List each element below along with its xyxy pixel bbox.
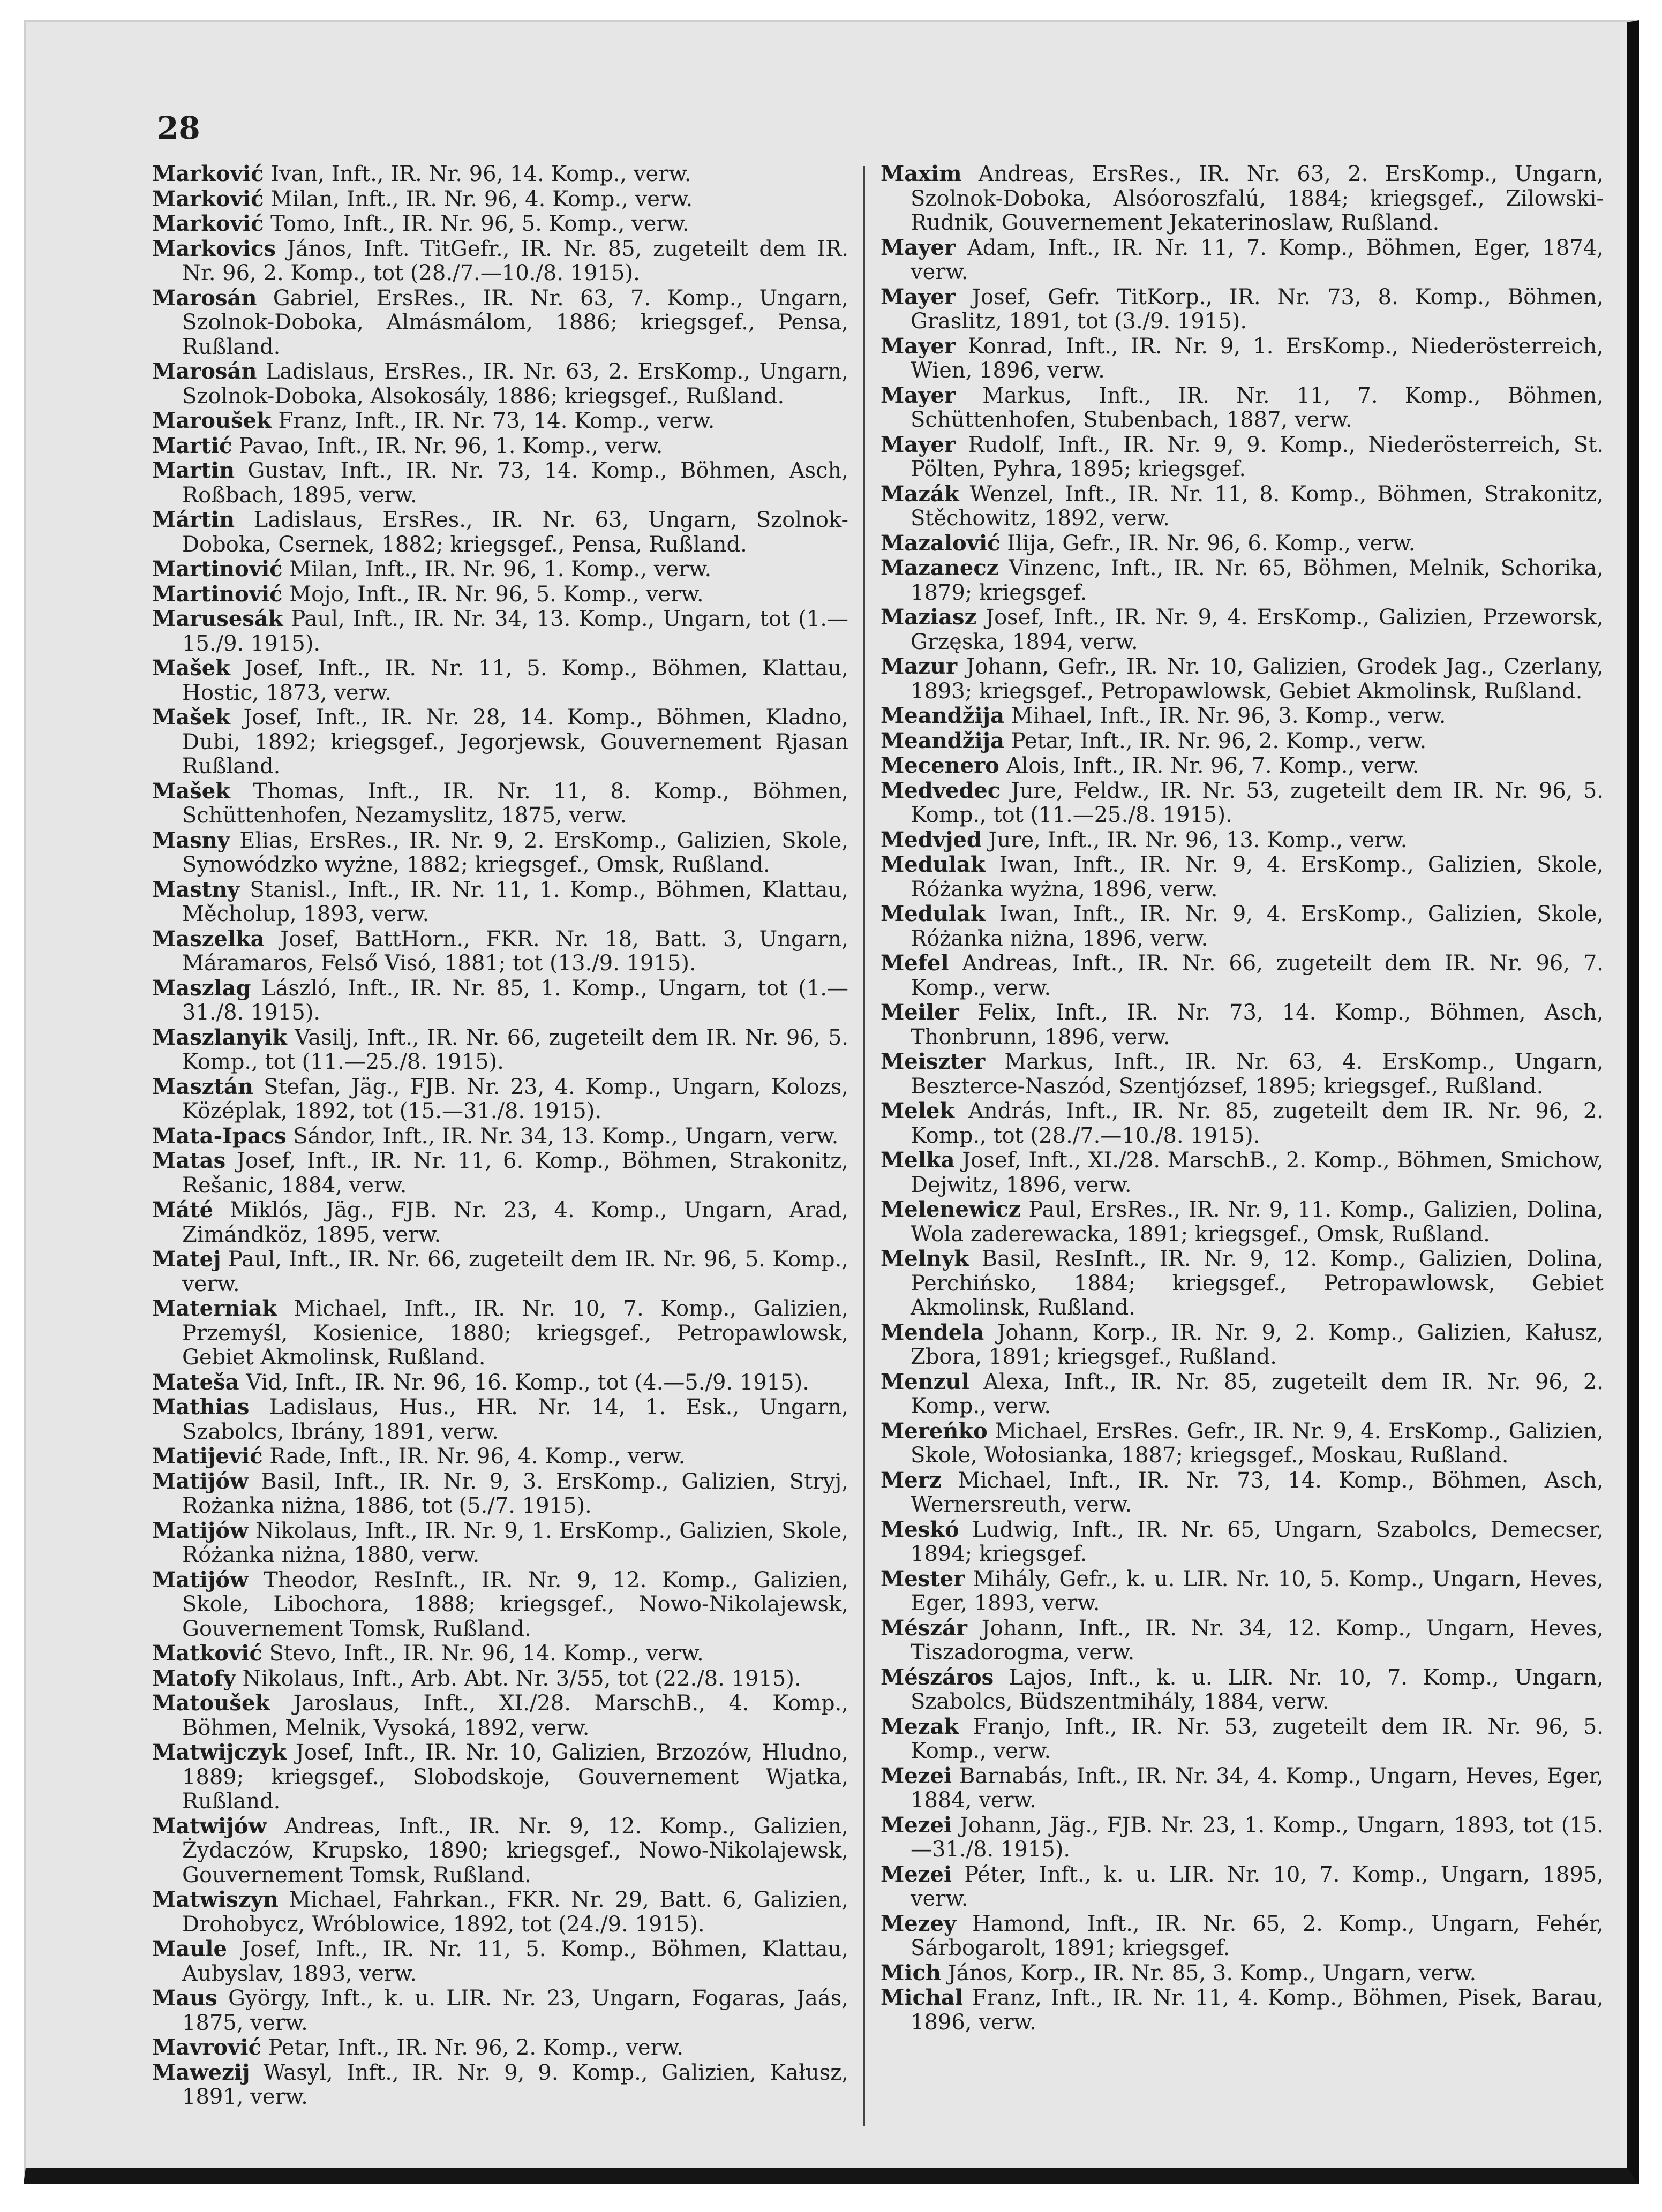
entry-surname: Matijów (152, 1518, 249, 1543)
list-entry (152, 582, 848, 607)
entry-details: Ivan, Inft., IR. Nr. 96, 14. Komp., verw. (264, 162, 691, 186)
entry-details: Tomo, Inft., IR. Nr. 96, 5. Komp., verw. (264, 212, 689, 236)
list-entry (152, 1937, 848, 1986)
entry-details: Felix, Inft., IR. Nr. 73, 14. Komp., Böhmen, Asch, Thonbrunn, 1896, verw. (911, 1000, 1604, 1050)
entry-surname: Matijów (152, 1567, 249, 1592)
entry-surname: Maxim (881, 161, 962, 186)
list-entry (152, 1469, 848, 1519)
entry-surname: Michal (881, 1985, 964, 2010)
list-entry (152, 1986, 848, 2035)
list-entry (152, 1888, 848, 1937)
entry-surname: Matofy (152, 1665, 236, 1691)
list-entry (881, 482, 1604, 531)
entry-details: Andreas, Inft., IR. Nr. 66, zugeteilt dem IR. Nr. 96, 7. Komp., verw. (911, 951, 1604, 1000)
entry-surname: Melek (881, 1098, 955, 1123)
entry-details: Ladislaus, Hus., HR. Nr. 14, 1. Esk., Ungarn, Szabolcs, Ibrány, 1891, verw. (182, 1395, 848, 1444)
entry-surname: Marković (152, 161, 264, 186)
list-entry (881, 704, 1604, 729)
entry-details: Josef, BattHorn., FKR. Nr. 18, Batt. 3, Ungarn, Máramaros, Felső Visó, 1881; tot (13./9. 1915). (182, 926, 848, 976)
entry-surname: Marusesák (152, 606, 283, 631)
entry-details: Andreas, Inft., IR. Nr. 9, 12. Komp., Galizien, Żydaczów, Krupsko, 1890; kriegsgef., Nowo-Nikolajewsk, Gouvernement Tomsk, Rußland. (182, 1814, 848, 1888)
entry-details: Nikolaus, Inft., Arb. Abt. Nr. 3/55, tot (22./8. 1915). (235, 1666, 801, 1691)
entry-surname: Melenewicz (881, 1197, 1021, 1222)
list-entry (881, 852, 1604, 902)
entry-surname: Maroušek (152, 408, 272, 433)
list-entry (152, 162, 848, 187)
entry-surname: Meiler (881, 1000, 959, 1025)
list-entry (881, 1468, 1604, 1518)
list-entry (881, 729, 1604, 754)
entry-details: Vid, Inft., IR. Nr. 96, 16. Komp., tot (4.—5./9. 1915). (239, 1370, 809, 1395)
left-column (152, 162, 848, 2110)
list-entry (152, 409, 848, 434)
entry-details: Mihály, Gefr., k. u. LIR. Nr. 10, 5. Komp., Ungarn, Heves, Eger, 1893, verw. (911, 1566, 1604, 1615)
list-entry (881, 383, 1604, 433)
list-entry (881, 1148, 1604, 1197)
list-entry (881, 1099, 1604, 1148)
entry-surname: Mayer (881, 284, 956, 309)
entry-details: Basil, Inft., IR. Nr. 9, 3. ErsKomp., Galizien, Stryj, Rożanka niżna, 1886, tot (5./7. 1915). (182, 1469, 848, 1518)
entry-surname: Mastny (152, 877, 240, 902)
entry-details: Sándor, Inft., IR. Nr. 34, 13. Komp., Ungarn, verw. (286, 1123, 839, 1149)
entry-surname: Mayer (881, 235, 956, 260)
entry-details: Johann, Jäg., FJB. Nr. 23, 1. Komp., Ungarn, 1893, tot (15.—31./8. 1915). (911, 1813, 1604, 1862)
entry-surname: Martić (152, 433, 232, 458)
entry-surname: Maszelka (152, 926, 265, 952)
entry-surname: Masztán (152, 1074, 253, 1099)
list-entry (152, 656, 848, 705)
entry-surname: Markovics (152, 236, 276, 261)
entry-surname: Martinović (152, 556, 283, 582)
list-entry (881, 828, 1604, 853)
entry-surname: Mayer (881, 333, 956, 359)
list-entry (152, 434, 848, 459)
entry-surname: Masny (152, 827, 230, 853)
list-entry (881, 1518, 1604, 1567)
entry-surname: Mazák (881, 481, 959, 507)
entry-details: Paul, Inft., IR. Nr. 34, 13. Komp., Ungarn, tot (1.—15./9. 1915). (182, 607, 848, 656)
entry-surname: Mezak (881, 1713, 959, 1739)
entry-surname: Matwijów (152, 1813, 267, 1839)
entry-surname: Materniak (152, 1296, 277, 1321)
entry-details: Elias, ErsRes., IR. Nr. 9, 2. ErsKomp., Galizien, Skole, Synowódzko wyżne, 1882; kriegsgef., Omsk, Rußland. (182, 828, 848, 877)
entry-surname: Mateša (152, 1369, 239, 1395)
entry-details: Iwan, Inft., IR. Nr. 9, 4. ErsKomp., Galizien, Skole, Różanka wyżna, 1896, verw. (911, 852, 1604, 902)
entry-surname: Meandžija (881, 703, 1004, 728)
entry-surname: Matwijczyk (152, 1740, 287, 1765)
entry-details: György, Inft., k. u. LIR. Nr. 23, Ungarn, Fogaras, Jaás, 1875, verw. (182, 1986, 848, 2035)
entry-details: Franjo, Inft., IR. Nr. 53, zugeteilt dem IR. Nr. 96, 5. Komp., verw. (911, 1714, 1604, 1763)
entry-surname: Meandžija (881, 728, 1004, 753)
list-entry (881, 433, 1604, 482)
list-entry (152, 458, 848, 508)
entry-details: Adam, Inft., IR. Nr. 11, 7. Komp., Böhmen, Eger, 1874, verw. (911, 235, 1604, 284)
entry-details: Barnabás, Inft., IR. Nr. 34, 4. Komp., Ungarn, Heves, Eger, 1884, verw. (911, 1763, 1604, 1813)
entry-surname: Meskó (881, 1516, 959, 1542)
entry-surname: Mazalović (881, 530, 1001, 556)
entry-details: Paul, ErsRes., IR. Nr. 9, 11. Komp., Galizien, Dolina, Wola zaderewacka, 1891; kriegsgef., Omsk, Rußland. (911, 1197, 1604, 1247)
entry-details: János, Korp., IR. Nr. 85, 3. Komp., Ungarn, verw. (941, 1960, 1477, 1985)
entry-surname: Mészár (881, 1615, 967, 1641)
entry-surname: Matej (152, 1247, 221, 1272)
entry-details: Jure, Feldw., IR. Nr. 53, zugeteilt dem IR. Nr. 96, 5. Komp., tot (11.—25./8. 1915). (911, 778, 1604, 827)
entry-surname: Merz (881, 1467, 942, 1493)
entry-details: Markus, Inft., IR. Nr. 63, 4. ErsKomp., Ungarn, Beszterce-Naszód, Szentjózsef, 1895; kriegsgef., Rußland. (911, 1050, 1604, 1099)
list-entry (881, 1370, 1604, 1419)
entry-details: András, Inft., IR. Nr. 85, zugeteilt dem IR. Nr. 96, 2. Komp., tot (28./7.—10./8. 1915). (911, 1099, 1604, 1148)
entry-surname: Matoušek (152, 1690, 270, 1716)
entry-details: Josef, Gefr. TitKorp., IR. Nr. 73, 8. Komp., Böhmen, Graslitz, 1891, tot (3./9. 1915). (911, 284, 1604, 334)
entry-details: Nikolaus, Inft., IR. Nr. 9, 1. ErsKomp., Galizien, Skole, Różanka niżna, 1880, verw. (182, 1518, 848, 1567)
entry-surname: Marosán (152, 285, 257, 311)
list-entry (881, 654, 1604, 704)
list-entry (881, 1567, 1604, 1616)
entry-surname: Mašek (152, 655, 230, 681)
list-entry (152, 237, 848, 286)
scanned-page (24, 20, 1639, 2184)
entry-surname: Mezei (881, 1763, 952, 1788)
entry-details: Josef, Inft., XI./28. MarschB., 2. Komp., Böhmen, Smichow, Dejwitz, 1896, verw. (911, 1148, 1604, 1197)
entry-details: Johann, Gefr., IR. Nr. 10, Galizien, Grodek Jag., Czerlany, 1893; kriegsgef., Petropawlowsk, Gebiet Akmolinsk, Rußland. (911, 654, 1604, 704)
list-entry (152, 1247, 848, 1296)
list-entry (152, 1395, 848, 1444)
entry-surname: Matwiszyn (152, 1887, 279, 1912)
right-column (881, 162, 1604, 2035)
entry-details: Rudolf, Inft., IR. Nr. 9, 9. Komp., Niederösterreich, St. Pölten, Pyhra, 1895; kriegsgef. (911, 432, 1604, 481)
entry-details: Jaroslaus, Inft., XI./28. MarschB., 4. Komp., Böhmen, Melnik, Vysoká, 1892, verw. (182, 1691, 848, 1740)
list-entry (881, 236, 1604, 285)
list-entry (881, 1715, 1604, 1764)
entry-surname: Mašek (152, 705, 230, 730)
entry-details: János, Inft. TitGefr., IR. Nr. 85, zugeteilt dem IR. Nr. 96, 2. Komp., tot (28./7.—10./8. 1915). (182, 236, 848, 285)
entry-details: Alexa, Inft., IR. Nr. 85, zugeteilt dem IR. Nr. 96, 2. Komp., verw. (911, 1369, 1604, 1418)
entry-surname: Mendela (881, 1319, 984, 1345)
list-entry (152, 1519, 848, 1568)
entry-surname: Mazanecz (881, 555, 999, 580)
entry-details: Milan, Inft., IR. Nr. 96, 1. Komp., verw. (282, 557, 712, 582)
entry-surname: Mich (881, 1960, 941, 1985)
list-entry (152, 1198, 848, 1247)
list-entry (152, 1444, 848, 1469)
entry-details: Gustav, Inft., IR. Nr. 73, 14. Komp., Böhmen, Asch, Roßbach, 1895, verw. (182, 458, 848, 508)
entry-details: Petar, Inft., IR. Nr. 96, 2. Komp., verw. (1004, 728, 1427, 753)
entry-surname: Matković (152, 1641, 262, 1666)
entry-surname: Marković (152, 186, 264, 212)
list-entry (152, 1641, 848, 1666)
list-entry (881, 1813, 1604, 1862)
list-entry (881, 779, 1604, 828)
entry-details: Josef, Inft., IR. Nr. 11, 5. Komp., Böhmen, Klattau, Aubyslav, 1893, verw. (182, 1937, 848, 1986)
entry-surname: Mavrović (152, 2035, 261, 2060)
list-entry (152, 1075, 848, 1124)
entry-details: Johann, Korp., IR. Nr. 9, 2. Komp., Galizien, Kałusz, Zbora, 1891; kriegsgef., Rußland. (911, 1320, 1604, 1369)
entry-details: Ilija, Gefr., IR. Nr. 96, 6. Komp., verw. (1000, 531, 1416, 556)
entry-surname: Medvedec (881, 777, 1001, 803)
list-entry (152, 212, 848, 237)
entry-surname: Mecenero (881, 753, 999, 778)
list-entry (881, 1862, 1604, 1912)
entry-details: Lajos, Inft., k. u. LIR. Nr. 10, 7. Komp., Ungarn, Szabolcs, Büdszentmihály, 1884, verw. (911, 1665, 1604, 1714)
entry-details: Paul, Inft., IR. Nr. 66, zugeteilt dem IR. Nr. 96, 5. Komp., verw. (182, 1247, 848, 1296)
list-entry (881, 1320, 1604, 1370)
entry-details: Milan, Inft., IR. Nr. 96, 4. Komp., verw. (264, 186, 693, 212)
entry-details: Vinzenc, Inft., IR. Nr. 65, Böhmen, Melnik, Schorika, 1879; kriegsgef. (911, 556, 1604, 605)
list-entry (152, 359, 848, 409)
list-entry (152, 927, 848, 976)
list-entry (881, 902, 1604, 951)
list-entry (152, 2035, 848, 2060)
entry-details: Josef, Inft., IR. Nr. 11, 6. Komp., Böhmen, Strakonitz, Rešanic, 1884, verw. (182, 1149, 848, 1198)
entry-details: Pavao, Inft., IR. Nr. 96, 1. Komp., verw. (232, 433, 663, 458)
entry-surname: Marosán (152, 359, 257, 384)
entry-surname: Matijów (152, 1468, 249, 1494)
entry-surname: Mészáros (881, 1664, 994, 1690)
entry-details: Petar, Inft., IR. Nr. 96, 2. Komp., verw. (261, 2035, 684, 2060)
entry-surname: Máté (152, 1197, 214, 1222)
list-entry (152, 557, 848, 582)
entry-surname: Matas (152, 1148, 226, 1173)
entry-details: Jure, Inft., IR. Nr. 96, 13. Komp., verw. (981, 827, 1408, 852)
entry-surname: Maszlanyik (152, 1024, 287, 1050)
list-entry (152, 1691, 848, 1740)
list-entry (881, 1000, 1604, 1050)
entry-surname: Mayer (881, 382, 956, 408)
entry-surname: Menzul (881, 1369, 969, 1394)
entry-surname: Marković (152, 211, 264, 236)
list-entry (881, 1616, 1604, 1665)
entry-details: Konrad, Inft., IR. Nr. 9, 1. ErsKomp., Niederösterreich, Wien, 1896, verw. (911, 334, 1604, 383)
entry-details: Gabriel, ErsRes., IR. Nr. 63, 7. Komp., Ungarn, Szolnok-Doboka, Almásmálom, 1886; kriegsgef., Pensa, Rußland. (182, 285, 848, 359)
entry-details: Hamond, Inft., IR. Nr. 65, 2. Komp., Ungarn, Fehér, Sárbogarolt, 1891; kriegsgef. (911, 1911, 1604, 1960)
entry-surname: Medvjed (881, 827, 982, 852)
list-entry (152, 1296, 848, 1370)
entry-details: Mihael, Inft., IR. Nr. 96, 3. Komp., verw. (1004, 704, 1446, 728)
entry-surname: Martinović (152, 581, 283, 607)
entry-details: Franz, Inft., IR. Nr. 11, 4. Komp., Böhmen, Pisek, Barau, 1896, verw. (911, 1985, 1604, 2035)
entry-details: László, Inft., IR. Nr. 85, 1. Komp., Ungarn, tot (1.—31./8. 1915). (182, 976, 848, 1025)
entry-surname: Mathias (152, 1394, 250, 1420)
entry-surname: Medulak (881, 852, 986, 877)
entry-details: Vasilj, Inft., IR. Nr. 66, zugeteilt dem IR. Nr. 96, 5. Komp., tot (11.—25./8. 1915). (182, 1025, 848, 1074)
entry-details: Michael, Inft., IR. Nr. 73, 14. Komp., Böhmen, Asch, Wernersreuth, verw. (911, 1468, 1604, 1517)
entry-surname: Mezei (881, 1812, 952, 1838)
list-entry (881, 556, 1604, 605)
entry-surname: Mata-Ipacs (152, 1123, 287, 1149)
entry-details: Theodor, ResInft., IR. Nr. 9, 12. Komp., Galizien, Skole, Libochora, 1888; kriegsgef., Nowo-Nikolajewsk, Gouvernement Tomsk, Rußland. (182, 1567, 848, 1641)
entry-surname: Melnyk (881, 1246, 969, 1271)
entry-surname: Maule (152, 1936, 227, 1961)
list-entry (881, 1665, 1604, 1715)
entry-details: Péter, Inft., k. u. LIR. Nr. 10, 7. Komp., Ungarn, 1895, verw. (911, 1862, 1604, 1911)
list-entry (152, 1568, 848, 1642)
entry-details: Michael, ErsRes. Gefr., IR. Nr. 9, 4. ErsKomp., Galizien, Skole, Wołosianka, 1887; kriegsgef., Moskau, Rußland. (911, 1418, 1604, 1468)
entry-details: Andreas, ErsRes., IR. Nr. 63, 2. ErsKomp., Ungarn, Szolnok-Doboka, Alsóoroszfalú, 1884; kriegsgef., Zilowski-Rudnik, Gouvernement Jekaterinoslaw, Rußland. (911, 162, 1604, 235)
list-entry (152, 878, 848, 927)
entry-details: Markus, Inft., IR. Nr. 11, 7. Komp., Böhmen, Schüttenhofen, Stubenbach, 1887, verw. (911, 383, 1604, 432)
entry-details: Johann, Inft., IR. Nr. 34, 12. Komp., Ungarn, Heves, Tiszadorogma, verw. (911, 1615, 1604, 1665)
list-entry (881, 753, 1604, 779)
list-entry (152, 1370, 848, 1395)
entry-details: Iwan, Inft., IR. Nr. 9, 4. ErsKomp., Galizien, Skole, Różanka niżna, 1896, verw. (911, 902, 1604, 951)
entry-details: Wenzel, Inft., IR. Nr. 11, 8. Komp., Böhmen, Strakonitz, Stěchowitz, 1892, verw. (911, 481, 1604, 531)
entry-details: Josef, Inft., IR. Nr. 10, Galizien, Brzozów, Hludno, 1889; kriegsgef., Slobodskoje, Gouvernement Wjatka, Rußland. (182, 1740, 848, 1814)
entry-details: Josef, Inft., IR. Nr. 28, 14. Komp., Böhmen, Kladno, Dubi, 1892; kriegsgef., Jegorjewsk, Gouvernement Rjasan Rußland. (182, 705, 848, 779)
entry-surname: Medulak (881, 901, 986, 926)
list-entry (881, 951, 1604, 1000)
list-entry (152, 2060, 848, 2110)
entry-details: Stefan, Jäg., FJB. Nr. 23, 4. Komp., Ungarn, Kolozs, Középlak, 1892, tot (15.—31./8. 1915). (182, 1074, 848, 1123)
entry-details: Rade, Inft., IR. Nr. 96, 4. Komp., verw. (262, 1444, 686, 1469)
entry-details: Josef, Inft., IR. Nr. 11, 5. Komp., Böhmen, Klattau, Hostic, 1873, verw. (182, 656, 848, 705)
list-entry (881, 1961, 1604, 1986)
entry-surname: Melka (881, 1147, 955, 1173)
entry-details: Ladislaus, ErsRes., IR. Nr. 63, 2. ErsKomp., Ungarn, Szolnok-Doboka, Alsokosály, 1886; kriegsgef., Rußland. (182, 359, 848, 409)
list-entry (152, 607, 848, 656)
entry-details: Mojo, Inft., IR. Nr. 96, 5. Komp., verw. (282, 582, 704, 607)
entry-surname: Maus (152, 1985, 217, 2011)
entry-surname: Mašek (152, 778, 230, 804)
entry-details: Franz, Inft., IR. Nr. 73, 14. Komp., verw. (271, 409, 715, 433)
list-entry (152, 508, 848, 557)
list-entry (152, 1124, 848, 1149)
entry-details: Stanisl., Inft., IR. Nr. 11, 1. Komp., Böhmen, Klattau, Měcholup, 1893, verw. (182, 877, 848, 926)
list-entry (881, 1912, 1604, 1961)
list-entry (881, 1197, 1604, 1247)
page-number: 28 (157, 110, 200, 146)
list-entry (881, 285, 1604, 334)
column-divider (863, 166, 865, 2126)
entry-surname: Mayer (881, 432, 956, 457)
list-entry (152, 1025, 848, 1075)
list-entry (881, 605, 1604, 654)
entry-surname: Matijević (152, 1444, 263, 1469)
list-entry (152, 976, 848, 1025)
entry-details: Michael, Inft., IR. Nr. 10, 7. Komp., Galizien, Przemyśl, Kosienice, 1880; kriegsgef., Petropawlowsk, Gebiet Akmolinsk, Rußland. (182, 1296, 848, 1370)
list-entry (881, 1985, 1604, 2035)
entry-surname: Meiszter (881, 1049, 986, 1074)
entry-details: Alois, Inft., IR. Nr. 96, 7. Komp., verw. (999, 753, 1419, 778)
entry-details: Miklós, Jäg., FJB. Nr. 23, 4. Komp., Ungarn, Arad, Zimándköz, 1895, verw. (182, 1198, 848, 1247)
entry-surname: Mezei (881, 1861, 952, 1887)
list-entry (152, 286, 848, 360)
list-entry (881, 334, 1604, 383)
entry-surname: Mereńko (881, 1418, 988, 1444)
entry-details: Stevo, Inft., IR. Nr. 96, 14. Komp., verw. (262, 1641, 704, 1666)
list-entry (152, 1814, 848, 1888)
entry-details: Basil, ResInft., IR. Nr. 9, 12. Komp., Galizien, Dolina, Perchińsko, 1884; kriegsgef., Petropawlowsk, Gebiet Akmolinsk, Rußland. (911, 1247, 1604, 1320)
entry-details: Michael, Fahrkan., FKR. Nr. 29, Batt. 6, Galizien, Drohobycz, Wróblowice, 1892, tot (24./9. 1915). (182, 1888, 848, 1937)
list-entry (881, 162, 1604, 236)
list-entry (152, 828, 848, 878)
entry-surname: Mawezij (152, 2059, 250, 2085)
entry-surname: Mezey (881, 1911, 957, 1936)
list-entry (152, 705, 848, 779)
entry-surname: Mártin (152, 507, 235, 532)
list-entry (881, 1050, 1604, 1099)
entry-surname: Martin (152, 458, 235, 483)
list-entry (152, 1666, 848, 1692)
entry-surname: Maszlag (152, 975, 251, 1001)
entry-details: Josef, Inft., IR. Nr. 9, 4. ErsKomp., Galizien, Przeworsk, Grzęska, 1894, verw. (911, 605, 1604, 654)
list-entry (881, 1764, 1604, 1813)
list-entry (881, 531, 1604, 556)
list-entry (152, 1740, 848, 1814)
entry-surname: Mefel (881, 950, 949, 976)
list-entry (152, 187, 848, 212)
entry-surname: Mazur (881, 654, 958, 679)
entry-surname: Mester (881, 1566, 965, 1591)
list-entry (152, 1149, 848, 1198)
entry-details: Thomas, Inft., IR. Nr. 11, 8. Komp., Böhmen, Schüttenhofen, Nezamyslitz, 1875, verw. (182, 779, 848, 828)
entry-details: Wasyl, Inft., IR. Nr. 9, 9. Komp., Galizien, Kałusz, 1891, verw. (182, 2060, 848, 2109)
list-entry (152, 779, 848, 828)
list-entry (881, 1419, 1604, 1468)
list-entry (881, 1247, 1604, 1320)
entry-details: Ludwig, Inft., IR. Nr. 65, Ungarn, Szabolcs, Demecser, 1894; kriegsgef. (911, 1517, 1604, 1566)
entry-surname: Maziasz (881, 605, 977, 630)
entry-details: Ladislaus, ErsRes., IR. Nr. 63, Ungarn, Szolnok-Doboka, Csernek, 1882; kriegsgef., Pensa, Rußland. (182, 508, 848, 557)
